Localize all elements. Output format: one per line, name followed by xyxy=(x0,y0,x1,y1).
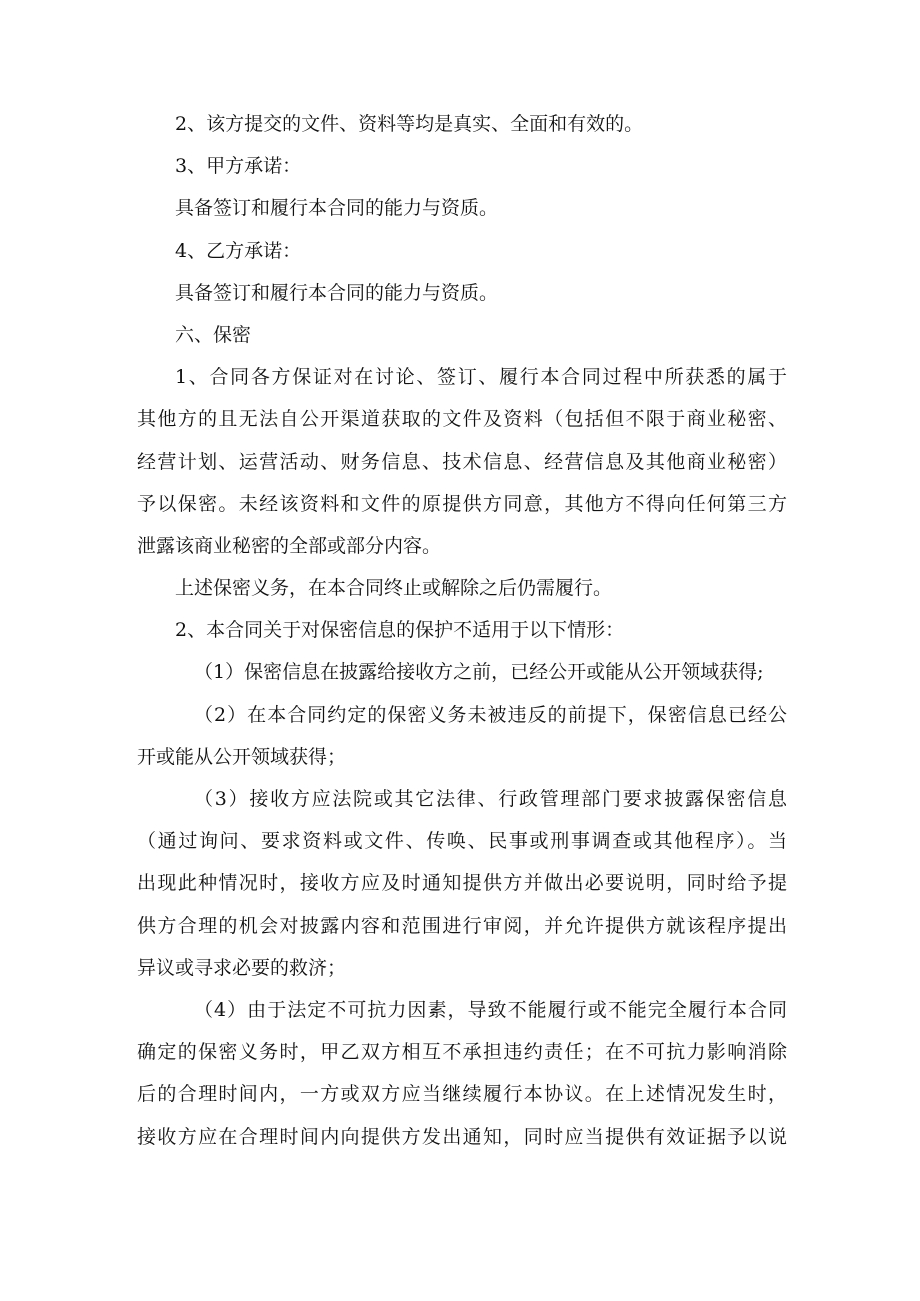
paragraph-line: 1、合同各方保证对在讨论、签订、履行本合同过程中所获悉的属于 xyxy=(175,366,787,389)
clause-3-text: 具备签订和履行本合同的能力与资质。 xyxy=(175,197,499,220)
paragraph-line: 后的合理时间内，一方或双方应当继续履行本协议。在上述情况发生时， xyxy=(137,1083,787,1106)
paragraph-line: （1）保密信息在披露给接收方之前，已经公开或能从公开领域获得; xyxy=(194,661,764,684)
clause-3-heading: 3、甲方承诺： xyxy=(175,155,302,178)
document-body xyxy=(137,103,787,1158)
paragraph-line: 确定的保密义务时，甲乙双方相互不承担违约责任；在不可抗力影响消除 xyxy=(137,1041,787,1064)
paragraph-line: 上述保密义务，在本合同终止或解除之后仍需履行。 xyxy=(175,577,613,600)
paragraph-line: 予以保密。未经该资料和文件的原提供方同意，其他方不得向任何第三方 xyxy=(137,492,787,515)
paragraph-line: 其他方的且无法自公开渠道获取的文件及资料（包括但不限于商业秘密、 xyxy=(137,408,787,431)
paragraph-line: 2、本合同关于对保密信息的保护不适用于以下情形： xyxy=(175,619,625,642)
paragraph-line: （3）接收方应法院或其它法律、行政管理部门要求披露保密信息 xyxy=(194,788,787,810)
paragraph-line: 经营计划、运营活动、财务信息、技术信息、经营信息及其他商业秘密） xyxy=(137,450,787,473)
paragraph-line: 异议或寻求必要的救济； xyxy=(137,956,347,979)
paragraph-line: （4）由于法定不可抗力因素，导致不能履行或不能完全履行本合同 xyxy=(194,998,787,1021)
paragraph-line: （通过询问、要求资料或文件、传唤、民事或刑事调查或其他程序）。当 xyxy=(137,830,787,853)
paragraph-line: 出现此种情况时，接收方应及时通知提供方并做出必要说明，同时给予提 xyxy=(137,872,787,895)
paragraph-line: （2）在本合同约定的保密义务未被违反的前提下，保密信息已经公 xyxy=(194,703,787,726)
clause-4-text: 具备签订和履行本合同的能力与资质。 xyxy=(175,281,499,304)
clause-4-heading: 4、乙方承诺： xyxy=(175,239,302,262)
clause-2-truthfulness: 2、该方提交的文件、资料等均是真实、全面和有效的。 xyxy=(175,113,644,135)
paragraph-line: 接收方应在合理时间内向提供方发出通知，同时应当提供有效证据予以说 xyxy=(137,1125,787,1148)
paragraph-line: 开或能从公开领域获得； xyxy=(137,745,347,768)
section-6-heading: 六、保密 xyxy=(175,323,252,346)
paragraph-line: 泄露该商业秘密的全部或部分内容。 xyxy=(137,534,442,557)
paragraph-line: 供方合理的机会对披露内容和范围进行审阅，并允许提供方就该程序提出 xyxy=(137,914,787,937)
